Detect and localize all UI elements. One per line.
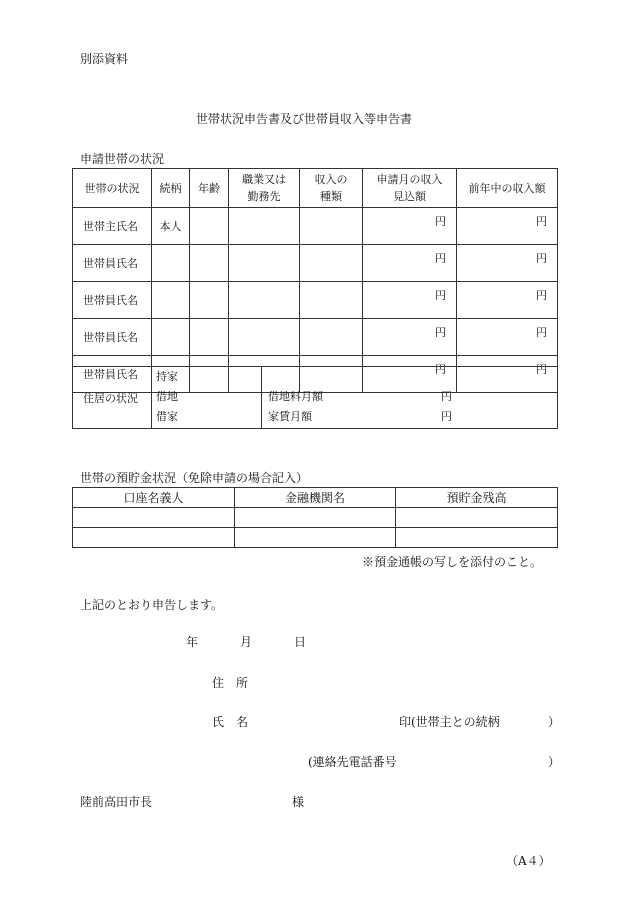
income-type-cell[interactable] <box>300 319 363 356</box>
document-title: 世帯状況申告書及び世帯員収入等申告書 <box>196 112 413 126</box>
income-type-cell[interactable] <box>300 208 363 245</box>
household-table <box>72 168 558 393</box>
prev-year-income-cell[interactable]: 円 <box>457 245 558 282</box>
household-section-title: 申請世帯の状況 <box>80 152 165 166</box>
row-label: 世帯員氏名 <box>73 245 152 282</box>
age-cell[interactable] <box>190 208 229 245</box>
date-month-label: 月 <box>240 635 253 649</box>
relation-cell[interactable]: 本人 <box>152 208 190 245</box>
col-balance: 預貯金残高 <box>396 488 558 508</box>
occupation-cell[interactable] <box>229 208 300 245</box>
housing-option-rented[interactable]: 借家 <box>156 410 178 423</box>
expected-income-cell[interactable]: 円 <box>363 356 457 393</box>
housing-label: 住居の状況 <box>73 367 152 429</box>
account-holder-cell[interactable] <box>73 508 235 528</box>
occupation-cell[interactable] <box>229 245 300 282</box>
house-rent-yen[interactable]: 円 <box>441 410 452 423</box>
relation-cell[interactable] <box>152 245 190 282</box>
household-row-member <box>73 245 558 282</box>
passbook-note: ※預金通帳の写しを添付のこと。 <box>361 555 542 569</box>
housing-amounts <box>262 367 558 429</box>
house-rent-label: 家賃月額 <box>268 410 312 423</box>
seal-relation-label: 印(世帯主との続柄 <box>399 715 500 729</box>
age-cell[interactable] <box>190 319 229 356</box>
prev-year-income-cell[interactable]: 円 <box>457 319 558 356</box>
col-income-type: 収入の 種類 <box>300 169 363 208</box>
row-label: 世帯員氏名 <box>73 356 152 393</box>
col-occupation: 職業又は 勤務先 <box>229 169 300 208</box>
savings-row <box>73 528 558 548</box>
col-expected-income: 申請月の収入 見込額 <box>363 169 457 208</box>
housing-options <box>152 367 262 429</box>
age-cell[interactable] <box>190 282 229 319</box>
honorific: 様 <box>292 795 305 809</box>
row-label: 世帯員氏名 <box>73 282 152 319</box>
phone-label: (連絡先電話番号 <box>308 755 397 769</box>
col-prev-year-income: 前年中の収入額 <box>457 169 558 208</box>
bank-name-cell[interactable] <box>235 508 396 528</box>
expected-income-cell[interactable]: 円 <box>363 319 457 356</box>
attachment-label: 別添資料 <box>80 52 129 66</box>
balance-cell[interactable] <box>396 508 558 528</box>
savings-section-title: 世帯の預貯金状況（免除申請の場合記入） <box>80 471 309 485</box>
land-rent-yen[interactable]: 円 <box>441 390 452 403</box>
phone-close-paren: ） <box>548 755 561 769</box>
balance-cell[interactable] <box>396 528 558 548</box>
relation-close-paren: ） <box>548 715 561 729</box>
land-rent-label: 借地料月額 <box>268 390 323 403</box>
col-relation: 続柄 <box>152 169 190 208</box>
account-holder-cell[interactable] <box>73 528 235 548</box>
row-label: 世帯主氏名 <box>73 208 152 245</box>
prev-year-income-cell[interactable]: 円 <box>457 356 558 393</box>
household-row-member <box>73 282 558 319</box>
income-type-cell[interactable] <box>300 282 363 319</box>
age-cell[interactable] <box>190 245 229 282</box>
housing-option-owned[interactable]: 持家 <box>156 370 178 383</box>
date-day-label: 日 <box>294 635 307 649</box>
col-age: 年齢 <box>190 169 229 208</box>
name-label: 氏 名 <box>212 715 249 729</box>
expected-income-cell[interactable]: 円 <box>363 245 457 282</box>
occupation-cell[interactable] <box>229 319 300 356</box>
col-account-holder: 口座名義人 <box>73 488 235 508</box>
housing-row <box>73 367 558 429</box>
household-header-row <box>73 169 558 208</box>
housing-table <box>72 366 558 429</box>
date-year-label: 年 <box>186 635 199 649</box>
address-label: 住 所 <box>212 676 249 690</box>
housing-option-leased-land[interactable]: 借地 <box>156 390 178 403</box>
expected-income-cell[interactable]: 円 <box>363 282 457 319</box>
col-bank-name: 金融機関名 <box>235 488 396 508</box>
expected-income-cell[interactable]: 円 <box>363 208 457 245</box>
household-row-member <box>73 319 558 356</box>
row-label: 世帯員氏名 <box>73 319 152 356</box>
savings-header-row <box>73 488 558 508</box>
bank-name-cell[interactable] <box>235 528 396 548</box>
relation-cell[interactable] <box>152 282 190 319</box>
savings-table <box>72 487 558 548</box>
declaration-statement: 上記のとおり申告します。 <box>80 598 224 612</box>
addressee: 陸前高田市長 <box>80 795 153 809</box>
prev-year-income-cell[interactable]: 円 <box>457 208 558 245</box>
occupation-cell[interactable] <box>229 282 300 319</box>
prev-year-income-cell[interactable]: 円 <box>457 282 558 319</box>
income-type-cell[interactable] <box>300 245 363 282</box>
relation-cell[interactable] <box>152 319 190 356</box>
col-status: 世帯の状況 <box>73 169 152 208</box>
paper-size-label: （A４） <box>506 854 551 868</box>
savings-row <box>73 508 558 528</box>
household-row-head <box>73 208 558 245</box>
